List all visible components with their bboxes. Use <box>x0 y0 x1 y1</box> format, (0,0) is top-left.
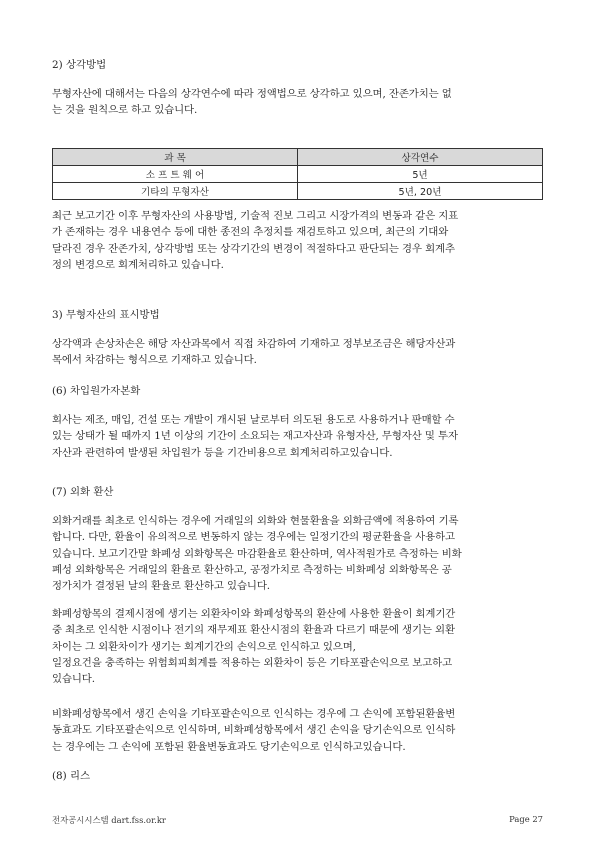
table-cell-useful-life: 5년, 20년 <box>298 183 543 200</box>
paragraph-foreign-currency-2: 화폐성항목의 결제시점에 생기는 외환차이와 화폐성항목의 환산에 사용한 환율이 회계기간 중 최초로 인식한 시점이나 전기의 재무제표 환산시점의 환율과 다르기 때문에 생기는 외환 차이는 그 외환차이가 생기는 회계기간의 손익으로 인식하고 있으며, 일정요건을 충족하는 위험회피회계를 적용하는 외환차이 등은 기타포괄손익으로 보고하고 있습니다. <box>52 608 456 686</box>
useful-life-table <box>52 148 543 200</box>
section-heading-presentation: 3) 무형자산의 표시방법 <box>52 309 160 321</box>
section-heading-borrowing-costs: (6) 차입원가자본화 <box>52 385 141 397</box>
paragraph-amortization-method: 무형자산에 대해서는 다음의 상각연수에 따라 정액법으로 상각하고 있으며, 잔존가치는 없 는 것을 원칙으로 하고 있습니다. <box>52 88 452 117</box>
table-cell-useful-life: 5년 <box>298 166 543 183</box>
table-header-account: 과 목 <box>53 149 298 166</box>
paragraph-foreign-currency-1: 외화거래를 최초로 인식하는 경우에 거래일의 외화와 현물환율을 외화금액에 적용하여 기록 합니다. 다만, 환율이 유의적으로 변동하지 않는 경우에는 일정기간의 평균환율을 사용하고 있습니다. 보고기간말 화폐성 외화항목은 마감환율로 환산하며, 역사적원가로 측정하는 비화 폐성 외화항목은 거래일의 환율로 환산하고, 공정가치로 측정하는 비화폐성 외화항목은 공 정가치가 결정된 날의 환율로 환산하고 있습니다. <box>52 515 462 593</box>
paragraph-foreign-currency-3: 비화폐성항목에서 생긴 손익을 기타포괄손익으로 인식하는 경우에 그 손익에 포함된환율변 동효과도 기타포괄손익으로 인식하며, 비화폐성항목에서 생긴 손익을 당기손익으로 인식하 는 경우에는 그 손익에 포함된 환율변동효과도 당기손익으로 인식하고있습니다. <box>52 708 456 753</box>
paragraph-borrowing-costs: 회사는 제조, 매입, 건설 또는 개발이 개시된 날로부터 의도된 용도로 사용하거나 판매할 수 있는 상태가 될 때까지 1년 이상의 기간이 소요되는 재고자산과 유형자산, 무형자산 및 투자 자산과 관련하여 발생된 차입원가 등을 기간비용으로 회계처리하고있습니다. <box>52 414 458 459</box>
table-row <box>53 183 543 200</box>
table-header-row <box>53 149 543 166</box>
footer-page-number: Page 27 <box>509 814 543 824</box>
section-heading-leases: (8) 리스 <box>52 770 91 782</box>
paragraph-presentation: 상각액과 손상차손은 해당 자산과목에서 직접 차감하여 기재하고 정부보조금은 해당자산과 목에서 차감하는 형식으로 기재하고 있습니다. <box>52 338 456 367</box>
table-header-useful-life: 상각연수 <box>298 149 543 166</box>
section-heading-foreign-currency: (7) 외화 환산 <box>52 486 114 498</box>
table-row <box>53 166 543 183</box>
table-cell-account: 소 프 트 웨 어 <box>53 166 298 183</box>
paragraph-estimate-review: 최근 보고기간 이후 무형자산의 사용방법, 기술적 진보 그리고 시장가격의 변동과 같은 지표 가 존재하는 경우 내용연수 등에 대한 종전의 추정치를 재검토하고 있으며, 최근의 기대와 달라진 경우 잔존가치, 상각방법 또는 상각기간의 변경이 적절하다고 판단되는 경우 회계추 정의 변경으로 회계처리하고 있습니다. <box>52 210 459 271</box>
section-heading-amortization-method: 2) 상각방법 <box>52 59 107 71</box>
table-cell-account: 기타의 무형자산 <box>53 183 298 200</box>
footer-source: 전자공시시스템 dart.fss.or.kr <box>52 815 166 825</box>
